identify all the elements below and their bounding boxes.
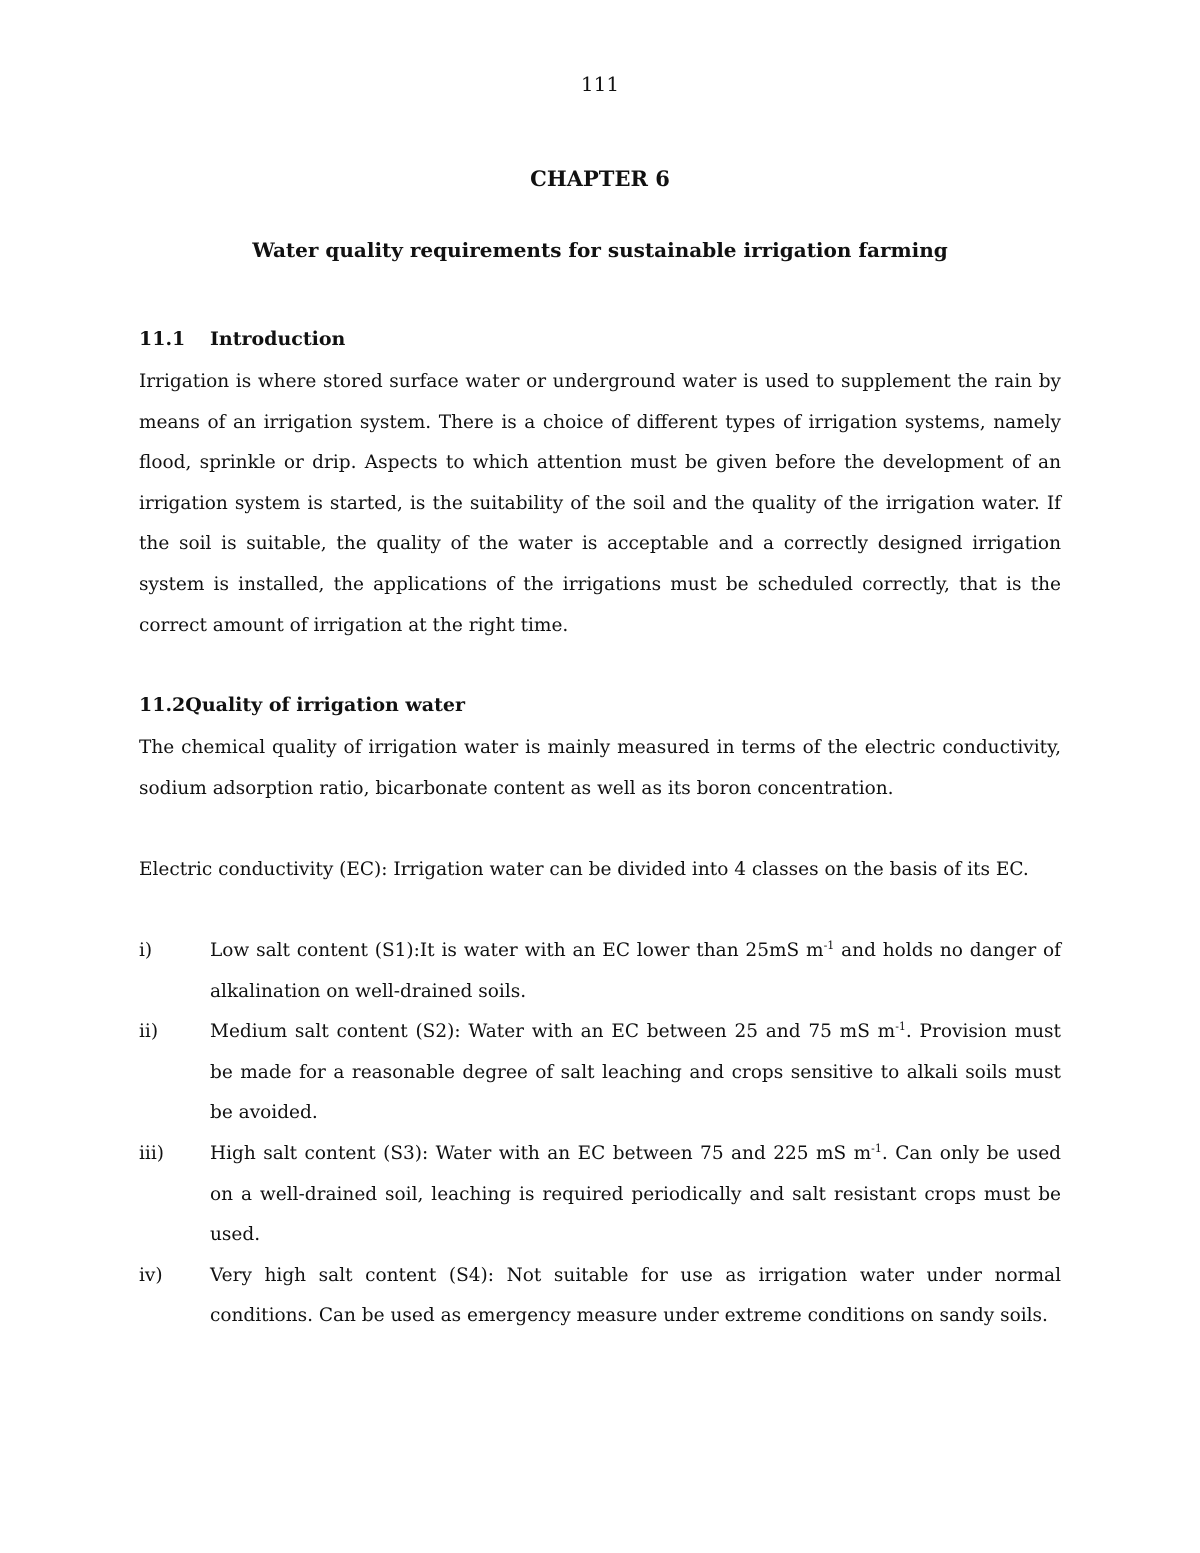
list-item <box>139 1256 1061 1337</box>
introduction-paragraph: Irrigation is where stored surface water or underground water is used to supplement the rain by means of an irrigation system. There is a choice of different types of irrigation systems, namely flood, sprinkle or drip. Aspects to which attention must be given before the development of an irrigation system is started, is the suitability of the soil and the quality of the irrigation water. If the soil is suitable, the quality of the water is acceptable and a correctly designed irrigation system is installed, the applications of the irrigations must be scheduled correctly, that is the correct amount of irrigation at the right time. <box>139 371 1061 636</box>
section-title: Introduction <box>210 328 346 350</box>
list-item <box>139 1134 1061 1256</box>
chapter-heading: CHAPTER 6 <box>530 166 670 191</box>
list-item <box>139 1012 1061 1134</box>
list-text: High salt content (S3): Water with an EC between 75 and 225 mS $m^{-1}$. Can only be used on a well-drained soil, leaching is required periodically and salt resistant crops must be used. <box>210 1141 1061 1246</box>
section-number: 11.1 <box>139 328 186 350</box>
list-text: Low salt content (S1):It is water with an EC lower than 25mS $m^{-1}$ and holds no danger of alkalination on well-drained soils. <box>210 938 1061 1002</box>
list-text: Medium salt content (S2): Water with an EC between 25 and 75 mS $m^{-1}$. Provision must be made for a reasonable degree of salt leaching and crops sensitive to alkali soils must be avoided. <box>210 1020 1061 1124</box>
ec-class-list <box>139 931 1061 1337</box>
list-marker: i) <box>139 940 153 961</box>
section-title: Quality of irrigation water <box>185 694 465 716</box>
ec-intro-paragraph: Electric conductivity (EC): Irrigation water can be divided into 4 classes on the basis of its EC. <box>139 859 1029 880</box>
chapter-title: Water quality requirements for sustainable irrigation farming <box>252 238 948 262</box>
list-marker: ii) <box>139 1021 159 1043</box>
list-marker: iv) <box>139 1264 163 1286</box>
page-number: 111 <box>580 72 620 96</box>
list-text: Very high salt content (S4): Not suitable for use as irrigation water under normal conditions. Can be used as emergency measure under extreme conditions on sandy soils. <box>210 1264 1061 1327</box>
section-heading-introduction <box>139 328 345 350</box>
section-number: 11.2 <box>139 694 186 716</box>
list-item <box>139 931 1061 1012</box>
quality-paragraph: The chemical quality of irrigation water is mainly measured in terms of the electric conductivity, sodium adsorption ratio, bicarbonate content as well as its boron concentration. <box>139 737 1061 799</box>
list-marker: iii) <box>139 1142 164 1164</box>
section-heading-quality <box>139 694 465 716</box>
